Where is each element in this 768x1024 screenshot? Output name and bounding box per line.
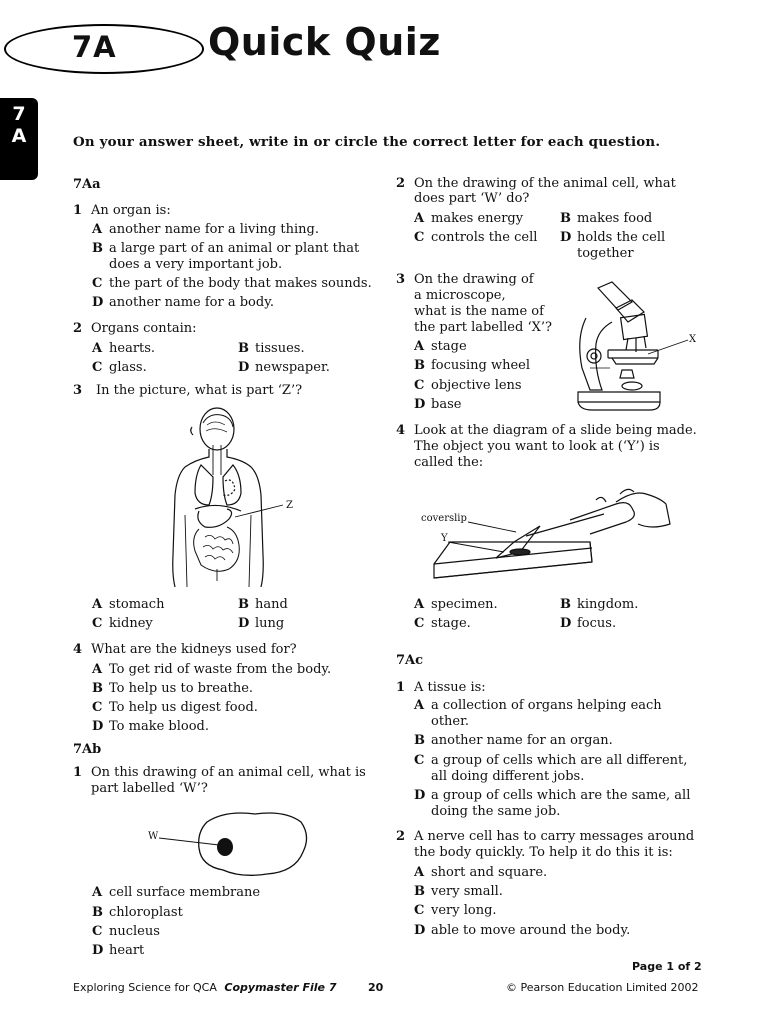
question-r2-cont: does part ‘W’ do? [414, 191, 530, 206]
option-1b-cont: does a very important job. [109, 257, 283, 272]
human-body-figure [165, 405, 300, 593]
question-r3-line4: the part labelled ‘X’? [414, 320, 552, 335]
label-coverslip: coverslip [421, 513, 467, 524]
slide-preparation-figure [420, 480, 685, 585]
side-tab: 7 A [0, 98, 38, 180]
question-7ab-1-cont: part labelled ‘W’? [91, 781, 208, 796]
question-r4-line2: The object you want to look at (‘Y’) is [414, 439, 660, 454]
option-7ac-1c-cont: all doing different jobs. [431, 769, 585, 784]
page-indicator: Page 1 of 2 [632, 960, 702, 973]
question-7ac-2-cont: the body quickly. To help it do this it is: [414, 845, 673, 860]
footer-series: Exploring Science for QCA Copymaster File 7 [73, 981, 337, 994]
label-y: Y [441, 533, 448, 544]
label-x: X [689, 334, 697, 345]
section-heading-7ab: 7Ab [73, 742, 102, 757]
section-heading-7ac: 7Ac [396, 653, 424, 668]
footer-brand: Copymaster File 7 [224, 981, 337, 994]
section-heading-7aa: 7Aa [73, 177, 101, 192]
copyright: © Pearson Education Limited 2002 [506, 981, 699, 994]
animal-cell-figure [145, 808, 315, 880]
question-r3-line2: a microscope, [414, 288, 506, 303]
unit-code: 7A [72, 30, 117, 64]
instruction: On your answer sheet, write in or circle the correct letter for each question. [73, 134, 661, 150]
option-r2d-cont: together [577, 246, 634, 261]
question-r3-line3: what is the name of [414, 304, 544, 319]
question-r4-line3: called the: [414, 455, 484, 470]
microscope-figure [572, 278, 702, 418]
page-title: Quick Quiz [208, 20, 441, 64]
page-number: 20 [368, 981, 384, 994]
label-w: W [148, 831, 159, 842]
label-z: Z [286, 500, 293, 511]
option-7ac-1a-cont: other. [431, 714, 470, 729]
option-7ac-1d-cont: doing the same job. [431, 804, 561, 819]
